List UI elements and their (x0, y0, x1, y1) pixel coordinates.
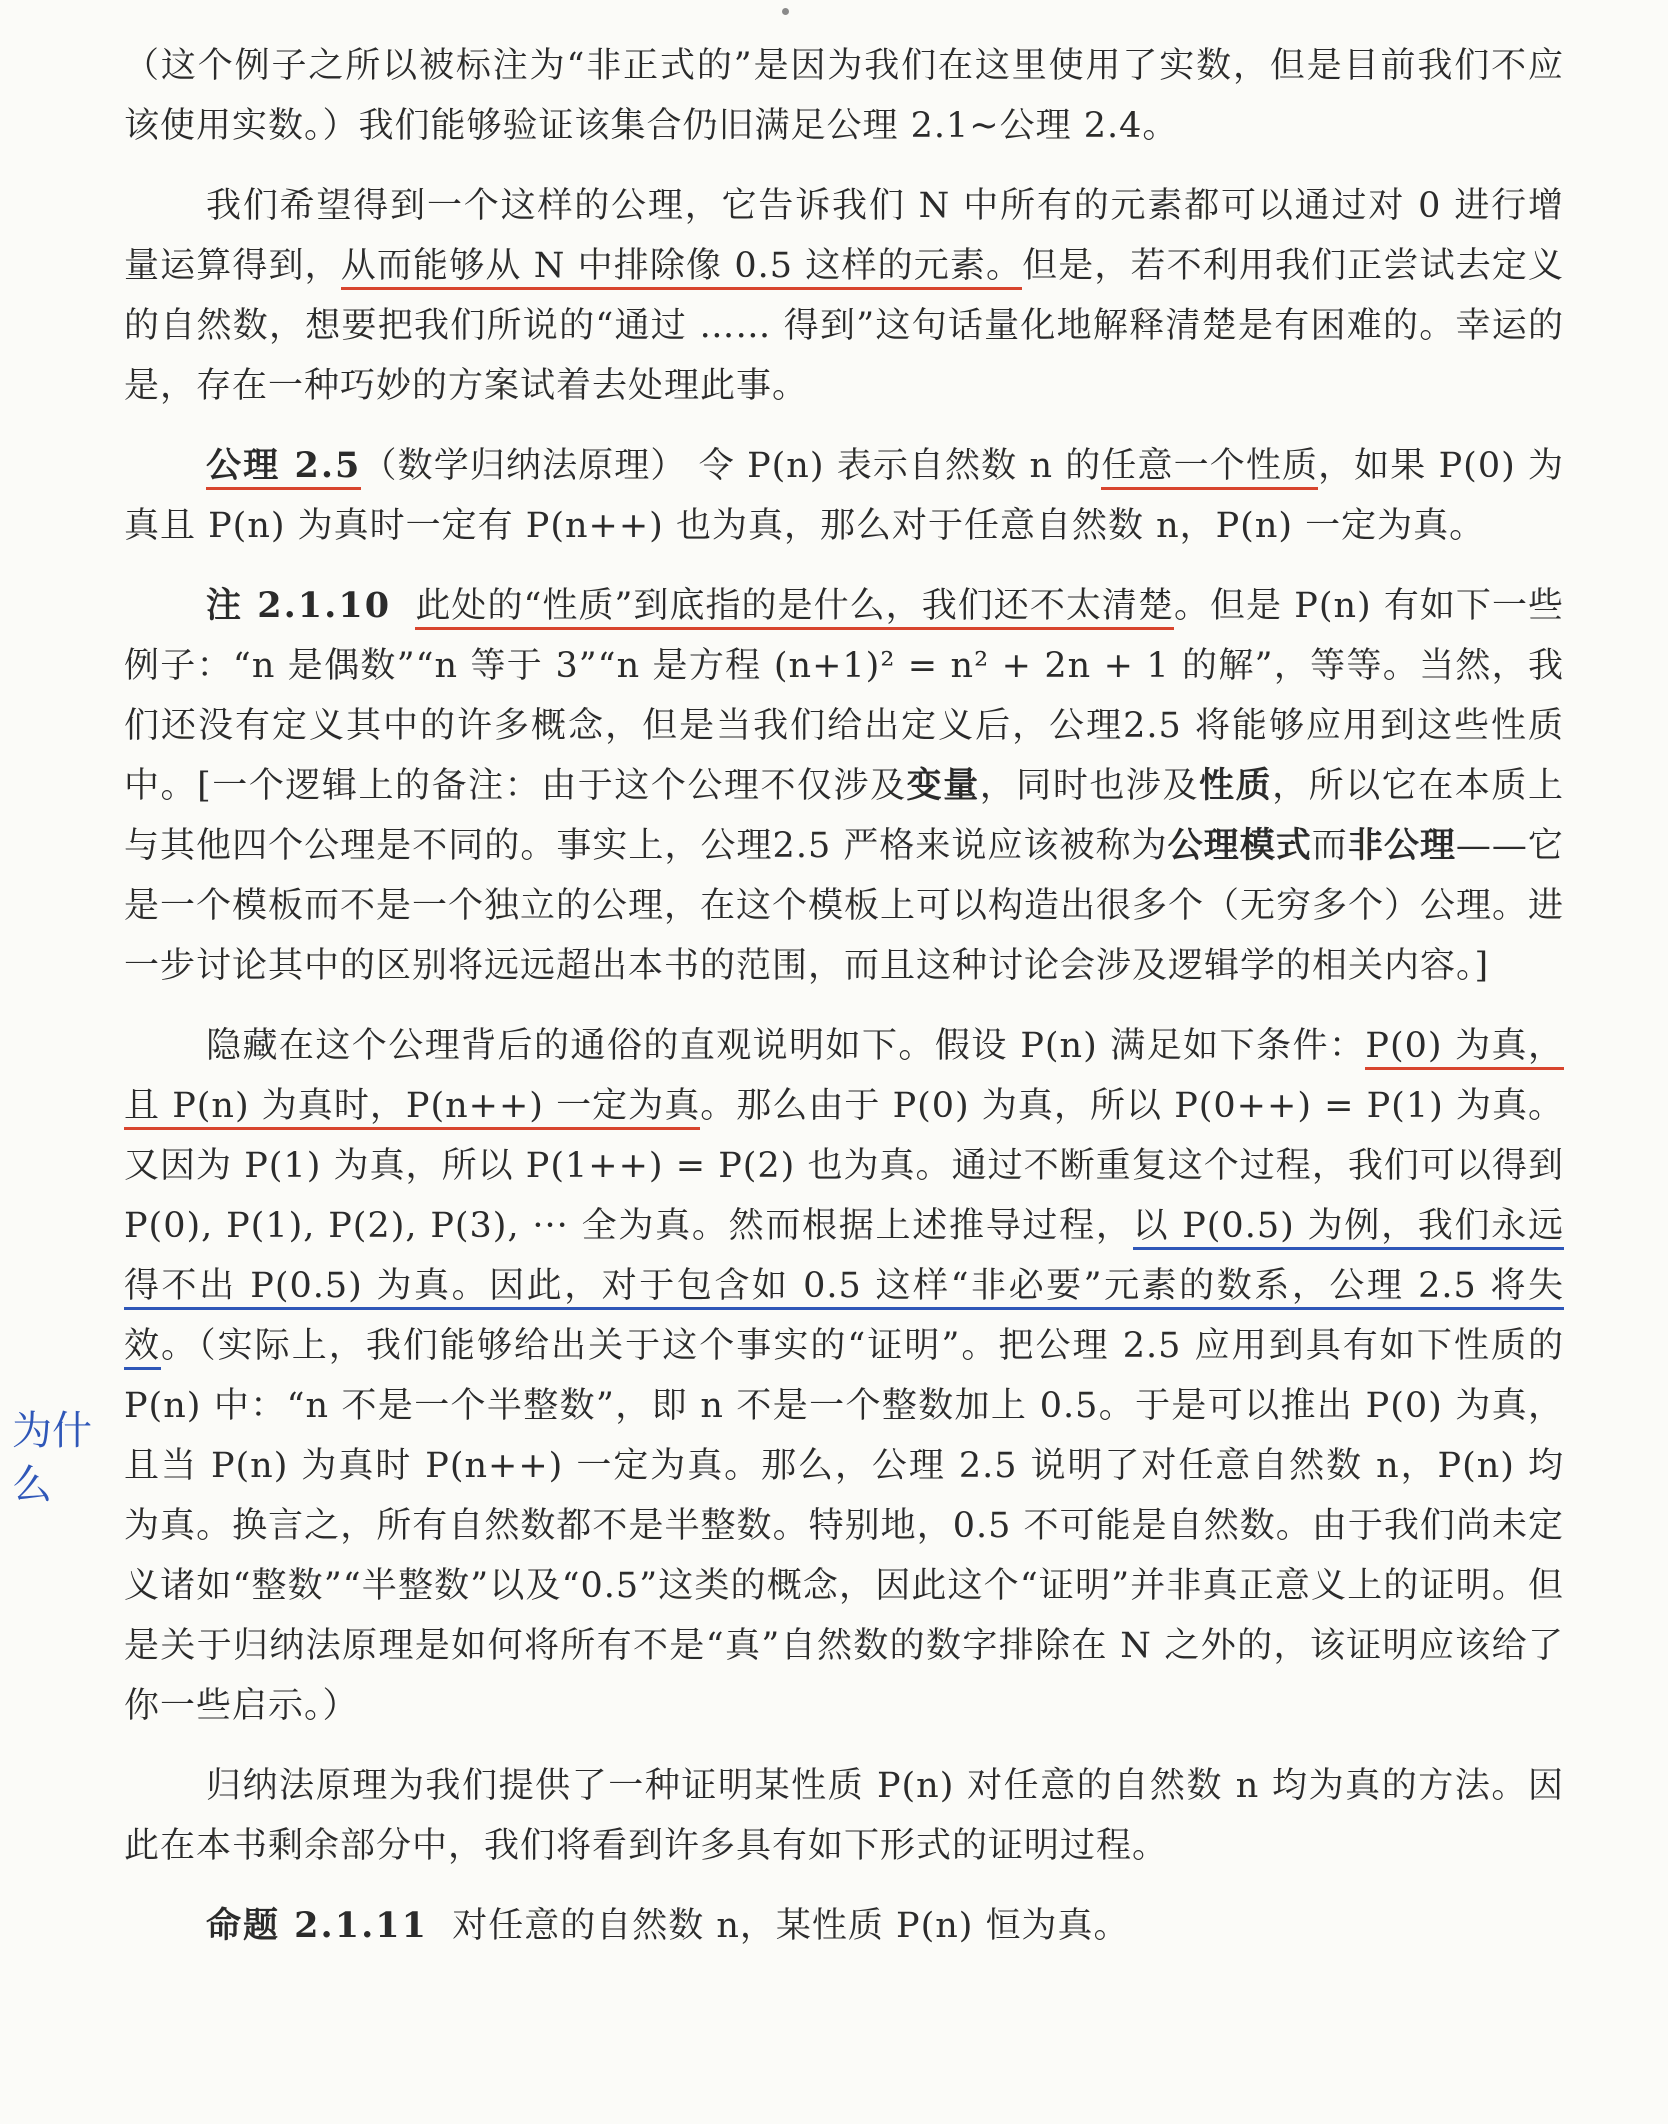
axiom-label: 公理 2.5 (206, 445, 361, 490)
red-underline-property-unclear: 此处的“性质”到底指的是什么，我们还不太清楚 (415, 586, 1174, 630)
paragraph-axiom-motivation: 我们希望得到一个这样的公理，它告诉我们 N 中所有的元素都可以通过对 0 进行增量运算得到，从而能够从 N 中排除像 0.5 这样的元素。但是，若不利用我们正尝试去定义的自然数，想要把我们所说的“通过 …… 得到”这句话量化地解释清楚是有困难的。幸运的是，存在一种巧妙的方案试着去处理此事。 (124, 186, 1564, 406)
paragraph-informal-example: （这个例子之所以被标注为“非正式的”是因为我们在这里使用了实数，但是目前我们不应该使用实数。）我们能够验证该集合仍旧满足公理 2.1~公理 2.4。 (124, 46, 1564, 146)
blue-underline-fails-for-0.5: 以 P(0.5) 为例，我们永远得不出 P(0.5) 为真。因此，对于包含如 0.5 这样“非必要”元素的数系，公理 2.5 将失效 (124, 1206, 1564, 1370)
proposition-label: 命题 2.1.11 (206, 1905, 428, 1946)
note-label: 注 2.1.10 (206, 585, 392, 626)
note-2-1-10: 注 2.1.10 此处的“性质”到底指的是什么，我们还不太清楚。但是 P(n) 有如下一些例子：“n 是偶数”“n 等于 3”“n 是方程 (n+1)² = n² + 2n + 1 的解”，等等。当然，我们还没有定义其中的许多概念，但是当我们给出定义后，公理2.5 将能够应用到这些性质中。[一个逻辑上的备注：由于这个公理不仅涉及变量，同时也涉及性质，所以它在本质上与其他四个公理是不同的。事实上，公理2.5 严格来说应该被称为公理模式而非公理——它是一个模板而不是一个独立的公理，在这个模板上可以构造出很多个（无穷多个）公理。进一步讨论其中的区别将远远超出本书的范围，而且这种讨论会涉及逻辑学的相关内容。] (124, 585, 1565, 986)
proposition-2-1-11: 命题 2.1.11 对任意的自然数 n，某性质 P(n) 恒为真。 (206, 1905, 1130, 1946)
axiom-2-5: 公理 2.5（数学归纳法原理） 令 P(n) 表示自然数 n 的任意一个性质，如果 P(0) 为真且 P(n) 为真时一定有 P(n++) 也为真，那么对于任意自然数 n，P(n) 一定为真。 (124, 445, 1564, 546)
red-underline-any-property: 任意一个性质 (1101, 446, 1318, 490)
red-underline-induction-condition: P(0) 为真，且 P(n) 为真时，P(n++) 一定为真 (124, 1026, 1564, 1130)
scan-speck (782, 8, 789, 15)
handwritten-margin-note: 为什么 (12, 1408, 92, 1508)
book-page (124, 36, 1564, 1976)
paragraph-intuition: 隐藏在这个公理背后的通俗的直观说明如下。假设 P(n) 满足如下条件：P(0) 为真，且 P(n) 为真时，P(n++) 一定为真。那么由于 P(0) 为真，所以 P(0++) = P(1) 为真。又因为 P(1) 为真，所以 P(1++) = P(2) 也为真。通过不断重复这个过程，我们可以得到 P(0), P(1), P(2), P(3), ··· 全为真。然而根据上述推导过程，以 P(0.5) 为例，我们永远得不出 P(0.5) 为真。因此，对于包含如 0.5 这样“非必要”元素的数系，公理 2.5 将失效。（实际上，我们能够给出关于这个事实的“证明”。把公理 2.5 应用到具有如下性质的 P(n) 中：“n 不是一个半整数”，即 n 不是一个整数加上 0.5。于是可以推出 P(0) 为真，且当 P(n) 为真时 P(n++) 一定为真。那么，公理 2.5 说明了对任意自然数 n，P(n) 均为真。换言之，所有自然数都不是半整数。特别地，0.5 不可能是自然数。由于我们尚未定义诸如“整数”“半整数”以及“0.5”这类的概念，因此这个“证明”并非真正意义上的证明。但是关于归纳法原理是如何将所有不是“真”自然数的数字排除在 N 之外的，该证明应该给了你一些启示。） (124, 1026, 1564, 1726)
red-underline-exclude-0.5: 从而能够从 N 中排除像 0.5 这样的元素。 (341, 246, 1022, 290)
paragraph-induction-method: 归纳法原理为我们提供了一种证明某性质 P(n) 对任意的自然数 n 均为真的方法。因此在本书剩余部分中，我们将看到许多具有如下形式的证明过程。 (124, 1766, 1564, 1866)
